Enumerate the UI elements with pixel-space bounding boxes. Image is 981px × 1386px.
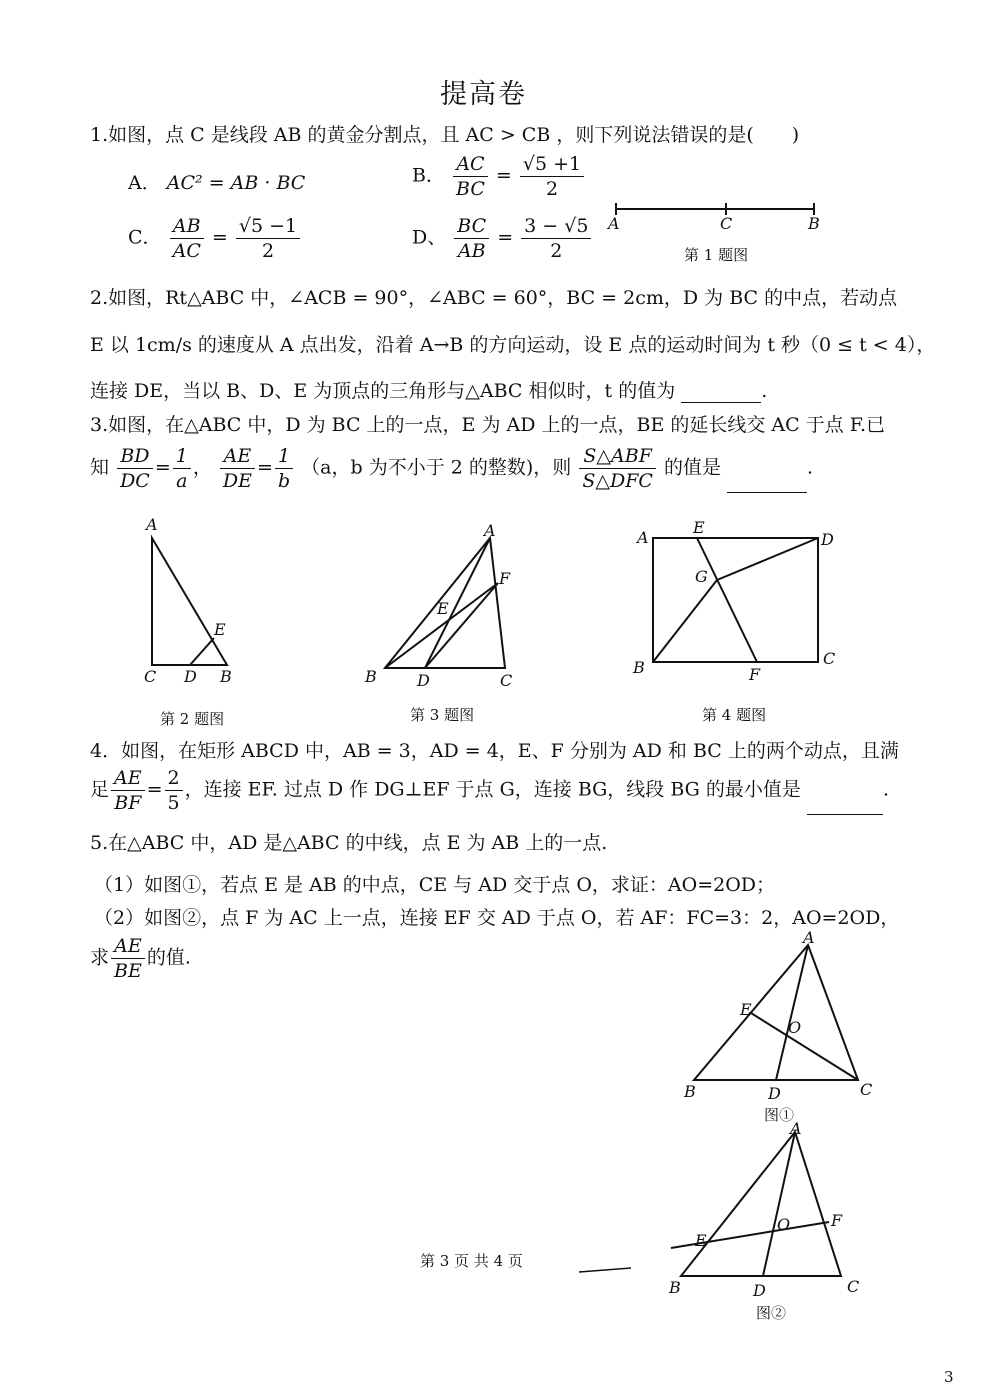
q5-fig2-label-a: A xyxy=(790,1119,802,1138)
q2-segment-de xyxy=(190,638,214,665)
page-footer: 第 3 页 共 4 页 xyxy=(420,1252,523,1270)
q3-f3-num: AE xyxy=(220,444,255,469)
q5-ask xyxy=(90,934,191,983)
q3-segment-bf xyxy=(385,583,498,668)
q3-end: . xyxy=(807,456,814,479)
q1-option-c[interactable] xyxy=(128,214,302,263)
q3-label-f: F xyxy=(499,569,511,588)
q1-option-b[interactable] xyxy=(412,152,586,201)
q5-figure-1 xyxy=(670,925,890,1110)
q1-c-rhs-den: 2 xyxy=(261,240,275,262)
q4-segment-ef xyxy=(697,538,757,662)
q4-f2-den: 5 xyxy=(167,792,180,814)
q5-fig2-label-d: D xyxy=(753,1281,766,1300)
q4-rectangle-abcd xyxy=(653,538,818,662)
q1-c-eq: = xyxy=(211,226,228,249)
q3-line1: 3.如图，在△ABC 中，D 为 BC 上的一点，E 为 AD 上的一点，BE 的延长线交 AC 于点 F.已 xyxy=(90,414,886,436)
q1-label-a: A xyxy=(608,214,620,233)
q1-b-num: AC xyxy=(453,152,488,177)
q4-end: . xyxy=(882,778,889,801)
q3-comma: ， xyxy=(192,456,212,479)
q5-ask-num: AE xyxy=(111,934,145,959)
q4-pre: 足 xyxy=(90,778,110,801)
q1-b-eq: = xyxy=(495,164,512,187)
q2-label-c: C xyxy=(144,667,157,686)
q4-tail: ，连接 EF. 过点 D 作 DG⊥EF 于点 G，连接 BG，线段 BG 的最小值是 xyxy=(184,778,801,801)
q1-option-a-text: AC² = AB · BC xyxy=(166,172,306,194)
q5-fig2-caption: 图② xyxy=(756,1304,787,1322)
q2-label-b: B xyxy=(220,667,232,686)
q5-ask-den: BE xyxy=(114,960,142,982)
q3-know: 知 xyxy=(90,456,110,479)
q2-figure xyxy=(130,510,250,695)
q3-cond: （a，b 为不小于 2 的整数)，则 xyxy=(301,456,572,479)
q3-answer-blank[interactable] xyxy=(727,472,807,493)
q4-line2: 足 $\frac{AE}{BF}$ = $\frac{2}{5}$ ，连接 EF. 过点 D 作 DG⊥EF 于点 G，连接 BG，线段 BG 的最小值是 . xyxy=(90,767,889,814)
q4-answer-blank[interactable] xyxy=(807,794,883,815)
q1-d-rhs-den: 2 xyxy=(550,240,563,262)
q3-s-den: S△DFC xyxy=(582,470,653,492)
q1-stem: 1.如图，点 C 是线段 AB 的黄金分割点，且 AC > CB ，则下列说法错误的是( ) xyxy=(90,124,800,146)
q2-line3-text: 连接 DE，当以 B、D、E 为顶点的三角形与△ABC 相似时，t 的值为 xyxy=(90,380,676,402)
q5-fig1-caption: 图① xyxy=(764,1106,795,1124)
q3-f4-den: b xyxy=(277,470,291,492)
q3-f1-den: DC xyxy=(120,470,150,492)
q1-b-rhs-den: 2 xyxy=(545,178,559,200)
q5-line1: 5.在△ABC 中，AD 是△ABC 的中线，点 E 为 AB 上的一点. xyxy=(90,832,608,854)
q2-triangle-abc xyxy=(152,538,227,665)
q1-fig-caption: 第 1 题图 xyxy=(684,246,749,264)
q3-f2-num: 1 xyxy=(173,444,191,469)
q3-label-b: B xyxy=(365,667,377,686)
q3-label-a: A xyxy=(484,521,496,540)
q3-label-d: D xyxy=(417,671,430,690)
q1-option-a[interactable] xyxy=(128,168,305,195)
q5-fig1-label-o: O xyxy=(788,1018,802,1037)
q5-fig1-segment-ce xyxy=(751,1013,858,1080)
q5-fig1-label-a: A xyxy=(803,928,815,947)
q1-b-rhs-num: √5 +1 xyxy=(520,152,584,177)
q3-label-c: C xyxy=(500,671,513,690)
q2-label-e: E xyxy=(214,620,226,639)
q5-fig1-label-d: D xyxy=(768,1084,781,1103)
q5-part2: （2）如图②，点 F 为 AC 上一点，连接 EF 交 AD 于点 O，若 AF：FC=3：2，AO=2OD， xyxy=(94,907,900,929)
q2-line3-end: . xyxy=(761,380,768,402)
q2-line2: E 以 1cm/s 的速度从 A 点出发，沿着 A→B 的方向运动，设 E 点的运动时间为 t 秒（0 ≤ t < 4）， xyxy=(90,334,936,356)
q3-f1-num: BD xyxy=(117,444,153,469)
q2-answer-blank[interactable] xyxy=(681,382,761,403)
q1-d-rhs-num: 3 − √5 xyxy=(521,214,591,239)
q5-figure-2 xyxy=(655,1118,875,1303)
q3-fig-caption: 第 3 题图 xyxy=(410,706,475,724)
q1-label-b: B xyxy=(808,214,820,233)
q4-line1: 4．如图，在矩形 ABCD 中，AB = 3，AD = 4，E、F 分别为 AD 和 BC 上的两个动点，且满 xyxy=(90,740,899,762)
q1-c-rhs-num: √5 −1 xyxy=(236,214,300,239)
q2-label-a: A xyxy=(146,515,158,534)
q3-f4-num: 1 xyxy=(275,444,293,469)
pen-mark xyxy=(575,1258,635,1278)
q4-f2-num: 2 xyxy=(165,766,183,791)
q4-label-c: C xyxy=(823,649,836,668)
q1-option-a-label: A． xyxy=(128,172,161,194)
q1-option-b-label: B． xyxy=(412,164,445,187)
q4-label-e: E xyxy=(693,518,705,537)
q3-s-num: S△ABF xyxy=(579,444,656,469)
q2-line1: 2.如图，Rt△ABC 中，∠ACB = 90°，∠ABC = 60°，BC = 2cm，D 为 BC 的中点，若动点 xyxy=(90,287,898,309)
q2-line3 xyxy=(90,376,767,403)
q1-d-den: AB xyxy=(457,240,486,262)
q5-ask-pre: 求 xyxy=(90,946,110,969)
q5-ask-post: 的值. xyxy=(146,946,191,969)
q3-line2: 知 $\frac{BD}{DC}$ = $\frac{1}{a}$ ， $\frac{AE}{DE}$ = $\frac{1}{b}$ （a，b 为不小于 2 的整数)，则 $\frac{\text{S△ABF}}{\text{S△DFC}}$ 的值是 . xyxy=(90,445,814,492)
q1-option-d[interactable] xyxy=(412,214,593,263)
q4-figure xyxy=(625,518,850,688)
q1-option-d-label: D、 xyxy=(412,226,447,249)
q4-f-num: AE xyxy=(111,766,145,791)
q1-label-c: C xyxy=(720,214,733,233)
q1-option-c-label: C． xyxy=(128,226,162,249)
q4-segment-bg xyxy=(653,580,717,662)
corner-mark: 3 xyxy=(944,1368,954,1386)
q5-fig1-triangle-abc xyxy=(694,945,858,1080)
q1-d-eq: = xyxy=(497,226,514,249)
q3-tail: 的值是 xyxy=(663,456,721,479)
q2-fig-caption: 第 2 题图 xyxy=(160,710,225,728)
q5-fig2-label-c: C xyxy=(847,1277,860,1296)
q3-f3-den: DE xyxy=(222,470,253,492)
q5-fig1-label-c: C xyxy=(860,1080,873,1099)
q1-figure xyxy=(600,195,830,235)
q4-label-b: B xyxy=(633,658,645,677)
q4-label-g: G xyxy=(695,567,708,586)
q5-fig1-label-b: B xyxy=(684,1082,696,1101)
q5-part1: （1）如图①，若点 E 是 AB 的中点，CE 与 AD 交于点 O，求证：AO=2OD； xyxy=(94,874,776,896)
q1-d-num: BC xyxy=(454,214,489,239)
q1-c-num: AB xyxy=(170,214,204,239)
q3-label-e: E xyxy=(437,599,449,618)
q1-c-den: AC xyxy=(172,240,201,262)
q5-fig2-label-o: O xyxy=(777,1215,791,1234)
q5-fig1-label-e: E xyxy=(740,1000,752,1019)
q4-label-f: F xyxy=(749,665,761,684)
page-title: 提高卷 xyxy=(440,79,527,110)
q5-fig2-label-b: B xyxy=(669,1278,681,1297)
q5-fig2-label-e: E xyxy=(695,1231,707,1250)
q5-fig2-label-f: F xyxy=(831,1211,843,1230)
q4-label-d: D xyxy=(821,530,834,549)
q2-label-d: D xyxy=(184,667,197,686)
q3-f2-den: a xyxy=(176,470,188,492)
q4-segment-dg xyxy=(717,538,818,580)
q3-figure xyxy=(355,518,525,693)
q1-b-den: BC xyxy=(456,178,485,200)
q4-f-den: BF xyxy=(114,792,142,814)
q4-fig-caption: 第 4 题图 xyxy=(702,706,767,724)
q4-label-a: A xyxy=(637,528,649,547)
q5-fig2-triangle-abc xyxy=(681,1132,841,1276)
